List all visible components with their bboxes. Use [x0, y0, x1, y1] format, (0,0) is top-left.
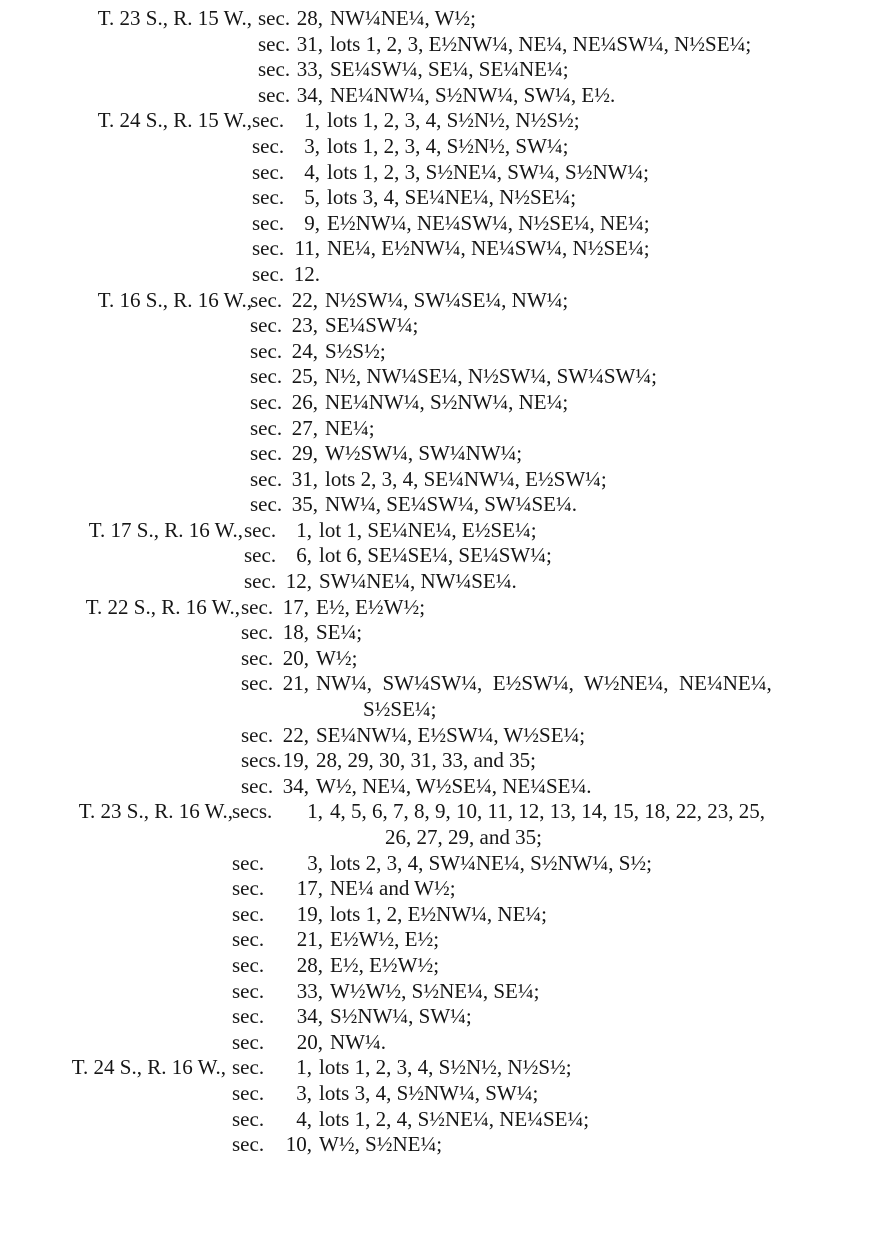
section-number: 5, [304, 185, 320, 210]
section-label: sec. [252, 236, 285, 261]
section-label: sec. [241, 722, 274, 747]
section-description: 28, 29, 30, 31, 33, and 35; [316, 748, 536, 773]
section-number: 34, [296, 1004, 323, 1029]
section-label: sec. [250, 492, 283, 517]
section-description: lots 2, 3, 4, SE¼NW¼, E½SW¼; [325, 466, 607, 491]
section-description: NE¼NW¼, S½NW¼, SW¼, E½. [330, 82, 616, 107]
section-number: 11, [294, 236, 320, 261]
section-description: lot 1, SE¼NE¼, E½SE¼; [319, 517, 537, 542]
section-line [0, 339, 884, 365]
section-number: 25, [291, 364, 318, 389]
section-line [0, 543, 884, 569]
section-label: sec. [232, 876, 265, 901]
section-number: 33, [296, 57, 323, 82]
section-line [0, 134, 884, 160]
section-number: 31, [296, 31, 323, 56]
section-description: E½, E½W½; [316, 594, 426, 619]
section-line [0, 774, 884, 800]
section-label: sec. [232, 901, 265, 926]
section-label: sec. [258, 31, 291, 56]
section-line [0, 364, 884, 390]
section-label: sec. [232, 978, 265, 1003]
section-number: 23, [291, 313, 318, 338]
section-number: 4, [296, 1106, 312, 1131]
section-label: sec. [232, 1055, 265, 1080]
section-number: 6, [296, 543, 312, 568]
section-line [0, 851, 884, 877]
section-description: lots 2, 3, 4, SW¼NE¼, S½NW¼, S½; [330, 850, 653, 875]
section-description: SE¼SW¼; [325, 313, 419, 338]
section-number: 21, [282, 671, 309, 696]
section-continuation-line [0, 825, 884, 851]
section-number: 3, [304, 133, 320, 158]
section-label: sec. [252, 159, 285, 184]
section-number: 20, [296, 1029, 323, 1054]
section-description: SE¼SW¼, SE¼, SE¼NE¼; [330, 57, 569, 82]
section-line [0, 492, 884, 518]
section-line [0, 748, 884, 774]
section-number: 1, [296, 1055, 312, 1080]
section-label: sec. [241, 773, 274, 798]
section-label: secs. [241, 748, 282, 773]
section-description: NE¼ and W½; [330, 876, 456, 901]
section-number: 27, [291, 415, 318, 440]
section-line [0, 262, 884, 288]
section-number: 34, [282, 773, 309, 798]
section-line [0, 595, 884, 621]
section-number: 18, [282, 620, 309, 645]
section-description: W½, NE¼, W½SE¼, NE¼SE¼. [316, 773, 592, 798]
section-description: NW¼NE¼, W½; [330, 6, 477, 30]
section-description: lots 1, 2, 3, 4, S½N½, SW¼; [327, 133, 569, 158]
section-label: sec. [252, 210, 285, 235]
section-description: SE¼NW¼, E½SW¼, W½SE¼; [316, 722, 586, 747]
section-label: sec. [232, 1004, 265, 1029]
section-label: sec. [232, 927, 265, 952]
section-line [0, 799, 884, 825]
section-line [0, 1030, 884, 1056]
section-line [0, 83, 884, 109]
land-description-page [0, 6, 884, 1158]
section-description: E½, E½W½; [330, 952, 440, 977]
section-line [0, 467, 884, 493]
section-continuation-line [0, 697, 884, 723]
section-label: sec. [252, 133, 285, 158]
section-line [0, 1081, 884, 1107]
section-label: sec. [232, 1106, 265, 1131]
section-label: sec. [258, 6, 291, 30]
section-description: lots 1, 2, E½NW¼, NE¼; [330, 901, 547, 926]
section-line [0, 723, 884, 749]
section-label: sec. [232, 1080, 265, 1105]
section-description: S½NW¼, SW¼; [330, 1004, 472, 1029]
section-line [0, 1004, 884, 1030]
section-number: 10, [285, 1132, 312, 1157]
section-description: S½S½; [325, 338, 386, 363]
section-description: W½, S½NE¼; [319, 1132, 443, 1157]
section-line [0, 416, 884, 442]
section-number: 24, [291, 338, 318, 363]
section-line [0, 236, 884, 262]
section-description: NE¼NW¼, S½NW¼, NE¼; [325, 389, 569, 414]
section-line [0, 902, 884, 928]
township-range: T. 22 S., R. 16 W., [85, 594, 240, 619]
section-description: lots 1, 2, 3, 4, S½N½, N½S½; [319, 1055, 572, 1080]
section-number: 35, [291, 492, 318, 517]
section-label: sec. [250, 389, 283, 414]
section-number: 28, [296, 6, 323, 30]
section-description: lots 3, 4, S½NW¼, SW¼; [319, 1080, 539, 1105]
section-number: 20, [282, 645, 309, 670]
section-line [0, 979, 884, 1005]
section-line [0, 1107, 884, 1133]
township-range: T. 16 S., R. 16 W., [97, 287, 252, 312]
section-line [0, 953, 884, 979]
section-line [0, 569, 884, 595]
section-number: 21, [296, 927, 323, 952]
section-line [0, 288, 884, 314]
section-label: sec. [250, 338, 283, 363]
section-number: 22, [291, 287, 318, 312]
section-line [0, 160, 884, 186]
section-line [0, 211, 884, 237]
section-label: sec. [241, 645, 274, 670]
section-label: sec. [232, 850, 265, 875]
section-label: sec. [232, 1132, 265, 1157]
section-label: sec. [244, 517, 277, 542]
section-label: sec. [232, 952, 265, 977]
section-label: sec. [241, 620, 274, 645]
section-description-continued: 26, 27, 29, and 35; [385, 825, 542, 849]
section-number: 3, [307, 850, 323, 875]
section-number: 19, [296, 901, 323, 926]
section-label: sec. [258, 82, 291, 107]
section-description: E½NW¼, NE¼SW¼, N½SE¼, NE¼; [327, 210, 650, 235]
section-number: 1, [307, 799, 323, 824]
section-description: NE¼; [325, 415, 375, 440]
township-range: T. 17 S., R. 16 W., [88, 517, 243, 542]
section-label: sec. [244, 569, 277, 594]
section-line [0, 390, 884, 416]
section-label: sec. [252, 261, 285, 286]
section-number: 28, [296, 952, 323, 977]
section-description: SE¼; [316, 620, 363, 645]
section-number: 17, [282, 594, 309, 619]
section-label: sec. [250, 441, 283, 466]
township-range: T. 23 S., R. 16 W., [78, 799, 233, 824]
section-number: 19, [282, 748, 309, 773]
section-description-continued: S½SE¼; [363, 697, 437, 722]
section-description: 4, 5, 6, 7, 8, 9, 10, 11, 12, 13, 14, 15, 18, 22, 23, 25, [330, 799, 765, 824]
section-number: 22, [282, 722, 309, 747]
section-description: NW¼, SW¼SW¼, E½SW¼, W½NE¼, NE¼NE¼, [316, 671, 772, 696]
section-line [0, 876, 884, 902]
section-label: sec. [252, 108, 285, 133]
section-label: sec. [244, 543, 277, 568]
section-number: 1, [296, 517, 312, 542]
section-line [0, 32, 884, 58]
section-number: 31, [291, 466, 318, 491]
section-label: sec. [250, 466, 283, 491]
section-number: 9, [304, 210, 320, 235]
section-label: secs. [232, 799, 273, 824]
section-description: lots 3, 4, SE¼NE¼, N½SE¼; [327, 185, 577, 210]
township-range: T. 24 S., R. 16 W., [71, 1055, 226, 1080]
section-line [0, 671, 884, 697]
section-description: W½SW¼, SW¼NW¼; [325, 441, 523, 466]
section-label: sec. [258, 57, 291, 82]
section-line [0, 646, 884, 672]
section-description: SW¼NE¼, NW¼SE¼. [319, 569, 517, 594]
section-number: 12, [285, 569, 312, 594]
section-description: lots 1, 2, 3, S½NE¼, SW¼, S½NW¼; [327, 159, 650, 184]
section-line [0, 441, 884, 467]
section-description: lots 1, 2, 4, S½NE¼, NE¼SE¼; [319, 1106, 590, 1131]
section-number: 4, [304, 159, 320, 184]
section-description: N½SW¼, SW¼SE¼, NW¼; [325, 287, 569, 312]
section-description: N½, NW¼SE¼, N½SW¼, SW¼SW¼; [325, 364, 657, 389]
section-line [0, 185, 884, 211]
section-line [0, 927, 884, 953]
section-label: sec. [252, 185, 285, 210]
section-number: 1, [304, 108, 320, 133]
township-range: T. 23 S., R. 15 W., [97, 6, 252, 30]
section-line [0, 6, 884, 32]
section-description: W½; [316, 645, 358, 670]
section-label: sec. [250, 415, 283, 440]
section-description: lots 1, 2, 3, 4, S½N½, N½S½; [327, 108, 580, 133]
section-description: W½W½, S½NE¼, SE¼; [330, 978, 540, 1003]
section-number: 17, [296, 876, 323, 901]
section-label: sec. [250, 287, 283, 312]
section-number: 34, [296, 82, 323, 107]
section-label: sec. [232, 1029, 265, 1054]
section-label: sec. [250, 364, 283, 389]
section-line [0, 620, 884, 646]
section-description: NE¼, E½NW¼, NE¼SW¼, N½SE¼; [327, 236, 650, 261]
section-line [0, 518, 884, 544]
section-number: 26, [291, 389, 318, 414]
section-line [0, 108, 884, 134]
section-label: sec. [241, 671, 274, 696]
section-description: lot 6, SE¼SE¼, SE¼SW¼; [319, 543, 552, 568]
section-description: NW¼. [330, 1029, 386, 1054]
section-description: E½W½, E½; [330, 927, 440, 952]
township-range: T. 24 S., R. 15 W., [97, 108, 252, 133]
section-number: 33, [296, 978, 323, 1003]
section-label: sec. [241, 594, 274, 619]
section-description: NW¼, SE¼SW¼, SW¼SE¼. [325, 492, 577, 517]
section-description: lots 1, 2, 3, E½NW¼, NE¼, NE¼SW¼, N½SE¼; [330, 31, 752, 56]
section-line [0, 1132, 884, 1158]
section-label: sec. [250, 313, 283, 338]
section-number: 12. [293, 261, 320, 286]
section-number: 29, [291, 441, 318, 466]
section-line [0, 1055, 884, 1081]
section-line [0, 313, 884, 339]
section-number: 3, [296, 1080, 312, 1105]
section-line [0, 57, 884, 83]
